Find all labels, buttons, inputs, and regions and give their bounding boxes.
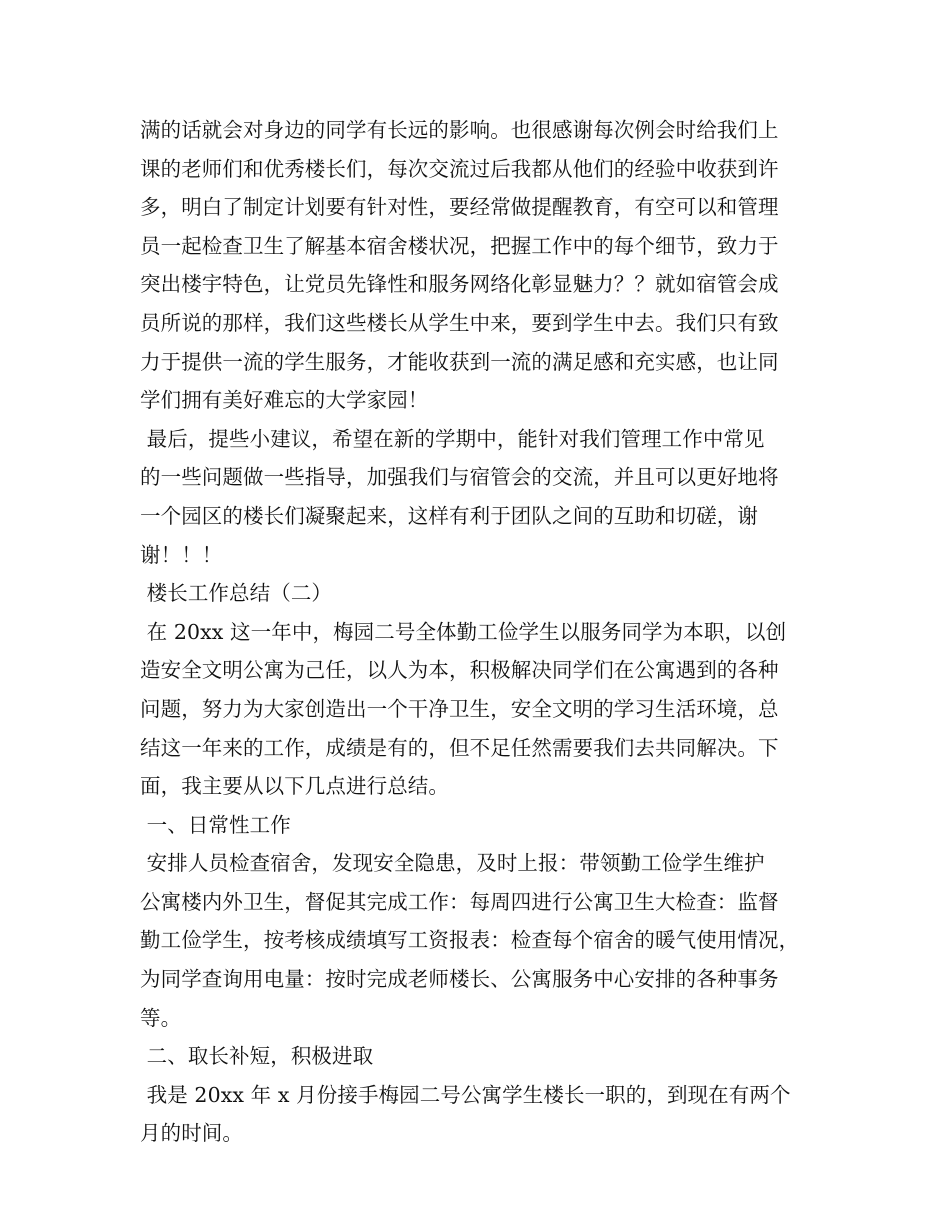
- text-line: 力于提供一流的学生服务，才能收获到一流的满足感和充实感，也让同: [140, 349, 779, 374]
- text-line: 勤工俭学生，按考核成绩填写工资报表：检查每个宿舍的暖气使用情况，: [140, 928, 800, 953]
- text-line: 最后，提些小建议，希望在新的学期中，能针对我们管理工作中常见: [140, 426, 765, 451]
- text-line: 突出楼宇特色，让党员先锋性和服务网络化彰显魅力？？就如宿管会成: [140, 272, 779, 297]
- text-line: 在 20xx 这一年中，梅园二号全体勤工俭学生以服务同学为本职，以创: [140, 619, 787, 644]
- text-line: 谢！！！: [140, 542, 223, 567]
- text-line: 安排人员检查宿舍，发现安全隐患，及时上报：带领勤工俭学生维护: [140, 851, 765, 876]
- text-line: 课的老师们和优秀楼长们，每次交流过后我都从他们的经验中收获到许: [140, 156, 779, 181]
- text-line: 等。: [140, 1005, 182, 1030]
- subsection-heading: 一、日常性工作: [140, 812, 291, 837]
- text-line: 月的时间。: [140, 1121, 243, 1146]
- text-line: 学们拥有美好难忘的大学家园！: [140, 388, 429, 413]
- text-line: 员所说的那样，我们这些楼长从学生中来，要到学生中去。我们只有致: [140, 310, 779, 335]
- text-line: 一个园区的楼长们凝聚起来，这样有利于团队之间的互助和切磋，谢: [140, 503, 758, 528]
- text-line: 为同学查询用电量：按时完成老师楼长、公寓服务中心安排的各种事务: [140, 967, 779, 992]
- text-line: 我是 20xx 年 x 月份接手梅园二号公寓学生楼长一职的，到现在有两个: [140, 1082, 791, 1107]
- document-body: [140, 111, 830, 1153]
- text-line: 员一起检查卫生了解基本宿舍楼状况，把握工作中的每个细节，致力于: [140, 233, 779, 258]
- text-line: 满的话就会对身边的同学有长远的影响。也很感谢每次例会时给我们上: [140, 118, 779, 142]
- text-line: 面，我主要从以下几点进行总结。: [140, 774, 449, 799]
- text-line: 公寓楼内外卫生，督促其完成工作：每周四进行公寓卫生大检查：监督: [140, 889, 779, 914]
- subsection-heading: 二、取长补短，积极进取: [140, 1044, 374, 1069]
- text-line: 结这一年来的工作，成绩是有的，但不足任然需要我们去共同解决。下: [140, 735, 779, 760]
- text-line: 问题，努力为大家创造出一个干净卫生，安全文明的学习生活环境，总: [140, 696, 779, 721]
- text-line: 的一些问题做一些指导，加强我们与宿管会的交流，并且可以更好地将: [140, 465, 779, 490]
- text-line: 多，明白了制定计划要有针对性，要经常做提醒教育，有空可以和管理: [140, 195, 779, 220]
- section-heading: 楼长工作总结（二）: [140, 581, 333, 606]
- text-line: 造安全文明公寓为己任，以人为本，积极解决同学们在公寓遇到的各种: [140, 658, 779, 683]
